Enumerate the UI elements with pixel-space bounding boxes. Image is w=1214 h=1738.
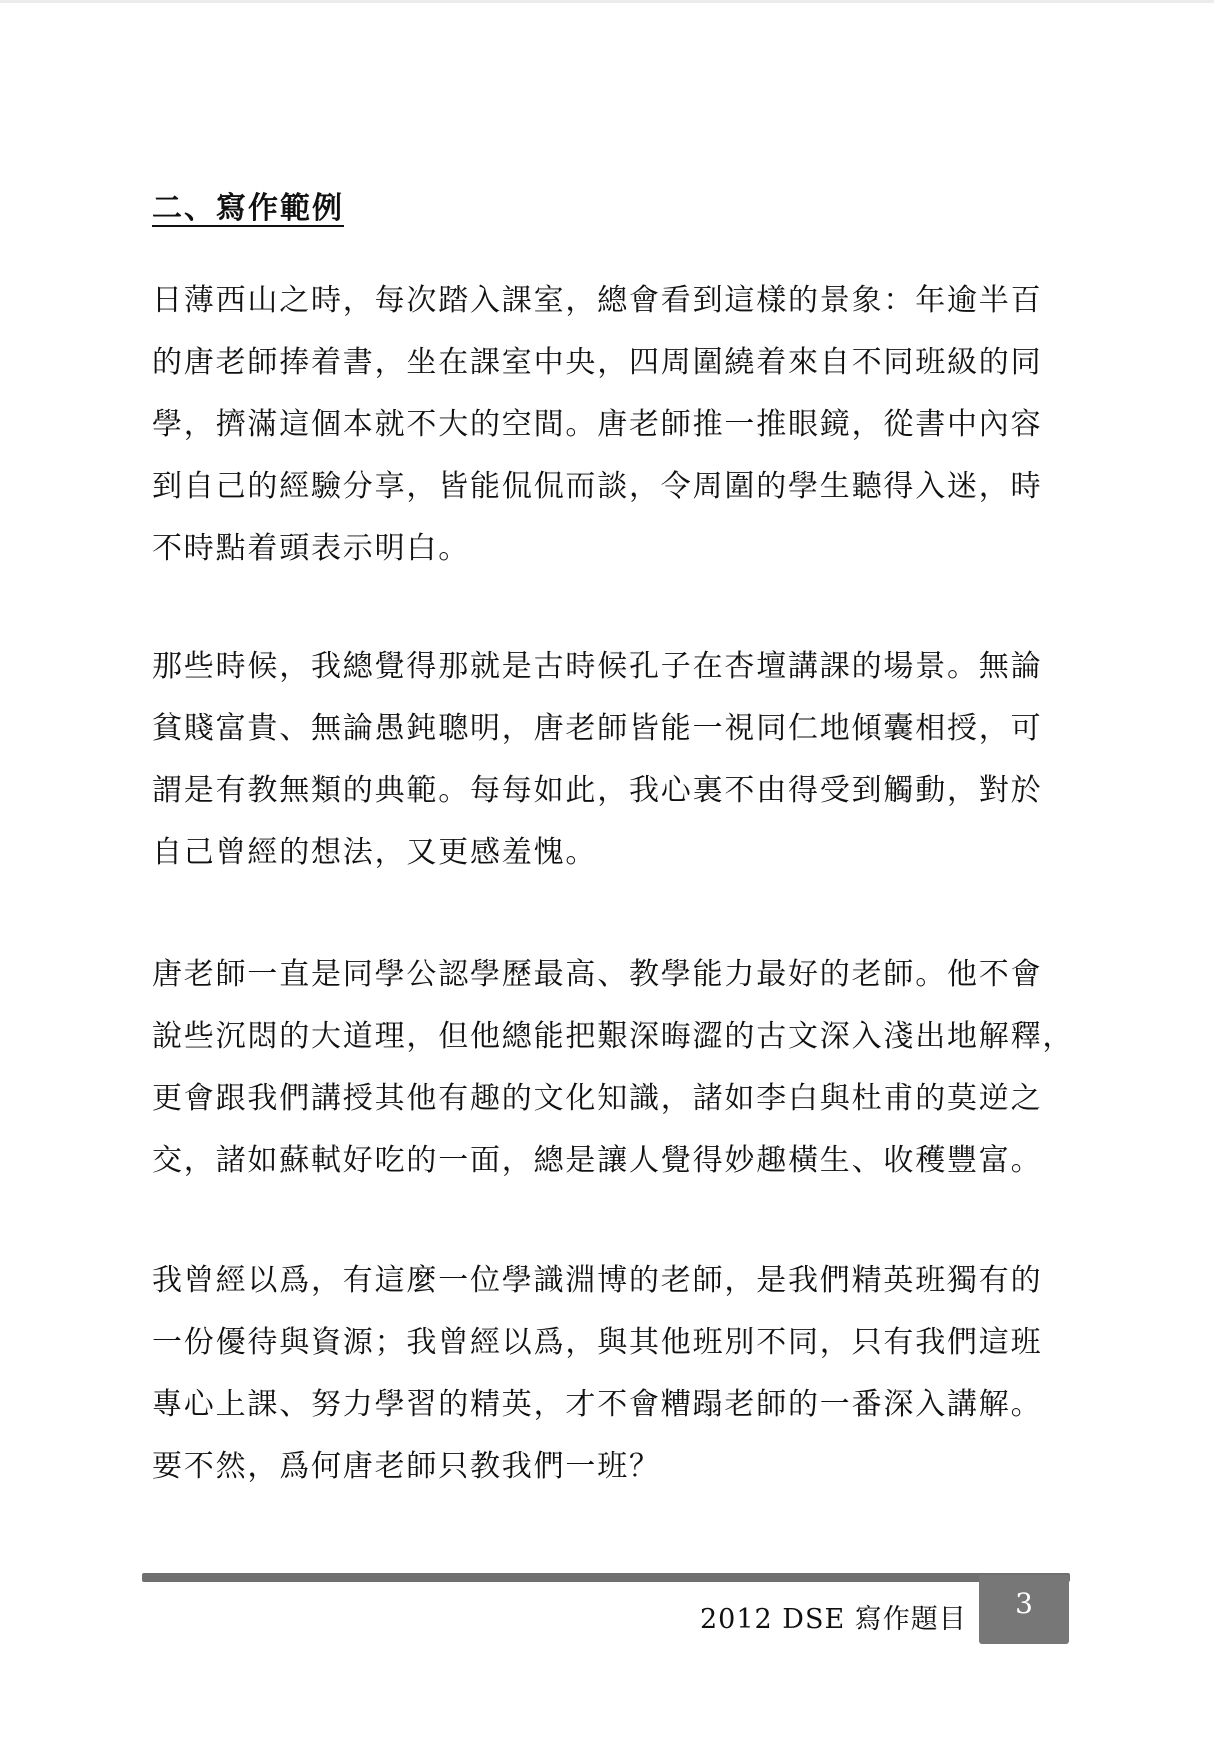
text-line: 貧賤富貴、無論愚鈍聰明，唐老師皆能一視同仁地傾囊相授，可 [152, 711, 1043, 746]
text-line: 日薄西山之時，每次踏入課室，總會看到這樣的景象：年逾半百 [152, 283, 1043, 318]
paragraph-1 [152, 270, 1082, 580]
text-line: 唐老師一直是同學公認學歷最高、教學能力最好的老師。他不會 [152, 957, 1043, 992]
text-line: 的唐老師捧着書，坐在課室中央，四周圍繞着來自不同班級的同 [152, 345, 1043, 380]
text-line: 自己曾經的想法，又更感羞愧。 [152, 835, 598, 870]
text-line: 不時點着頭表示明白。 [152, 531, 470, 566]
text-line: 說些沉悶的大道理，但他總能把艱深晦澀的古文深入淺出地解釋， [152, 1019, 1075, 1054]
text-line: 學，擠滿這個本就不大的空間。唐老師推一推眼鏡，從書中內容 [152, 407, 1043, 442]
text-line: 謂是有教無類的典範。每每如此，我心裏不由得受到觸動，對於 [152, 773, 1043, 808]
text-line: 專心上課、努力學習的精英，才不會糟蹋老師的一番深入講解。 [152, 1387, 1043, 1422]
paragraph-2 [152, 636, 1082, 884]
top-border [0, 0, 1214, 3]
paragraph-3 [152, 944, 1082, 1192]
footer-divider [142, 1573, 1070, 1582]
text-line: 到自己的經驗分享，皆能侃侃而談，令周圍的學生聽得入迷，時 [152, 469, 1043, 504]
text-line: 要不然，爲何唐老師只教我們一班？ [152, 1449, 661, 1484]
text-line: 更會跟我們講授其他有趣的文化知識，諸如李白與杜甫的莫逆之 [152, 1081, 1043, 1116]
text-line: 一份優待與資源；我曾經以爲，與其他班別不同，只有我們這班 [152, 1325, 1043, 1360]
footer-title: 2012 DSE 寫作題目 [700, 1604, 967, 1635]
text-line: 我曾經以爲，有這麼一位學識淵博的老師，是我們精英班獨有的 [152, 1263, 1043, 1298]
paragraph-4 [152, 1250, 1082, 1498]
text-line: 那些時候，我總覺得那就是古時候孔子在杏壇講課的場景。無論 [152, 649, 1043, 684]
section-heading: 二、寫作範例 [152, 190, 344, 226]
text-line: 交，諸如蘇軾好吃的一面，總是讓人覺得妙趣橫生、收穫豐富。 [152, 1143, 1043, 1178]
page-number: 3 [979, 1575, 1069, 1644]
